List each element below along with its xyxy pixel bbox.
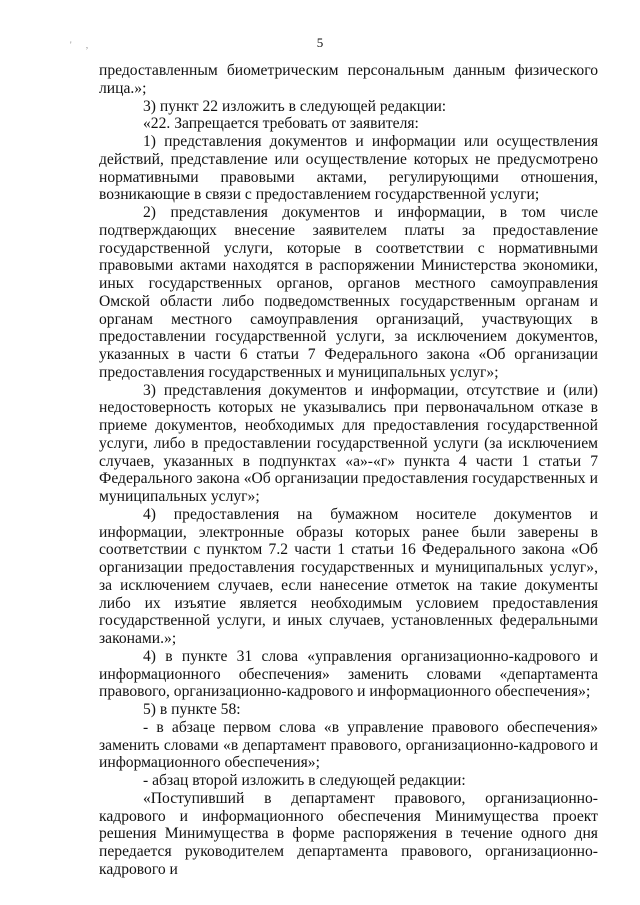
paragraph-subclause-2: 2) представления документов и информации, в том числе подтверждающих внесение заявителем платы за предоставление государственной услуги, которые в соответствии с нормативными правовыми актами находятся в распоряжении Министерства экономики, иных государственных органов, органов местного самоуправления Омской области либо подведомственных государственным органам и органам местного самоуправления организаций, участвующих в предоставлении государственной услуги, за исключением документов, указанных в части 6 статьи 7 Федерального закона «Об организации предоставления государственных и муниципальных услуг»; bbox=[99, 204, 598, 381]
paragraph-new-wording: «Поступивший в департамент правового, организационно-кадрового и информационного обеспечения Минимущества проект решения Минимущества в форме распоряжения в течение одного дня передается руководителем департамента правового, организационно-кадрового и bbox=[99, 789, 598, 878]
paragraph-subclause-4: 4) предоставления на бумажном носителе документов и информации, электронные образы которых ранее были заверены в соответствии с пунктом 7.2 части 1 статьи 16 Федерального закона «Об организации предоставления государственных и муниципальных услуг», за исключением случаев, если нанесение отметок на такие документы либо их изъятие является необходимым условием предоставления государственной услуги, и иных случаев, установленных федеральными законами.»; bbox=[99, 505, 598, 647]
paragraph-continuation: предоставленным биометрическим персональным данным физического лица.»; bbox=[99, 62, 598, 97]
binding-margin-marks: ' , bbox=[70, 40, 95, 50]
document-body bbox=[99, 62, 598, 879]
paragraph-subclause-3: 3) представления документов и информации, отсутствие и (или) недостоверность которых не указывались при первоначальном отказе в приеме документов, необходимых для предоставления государственной услуги, либо в предоставлении государственной услуги (за исключением случаев, указанных в подпунктах «а»-«г» пункта 4 части 1 статьи 7 Федерального закона «Об организации предоставления государственных и муниципальных услуг»; bbox=[99, 381, 598, 505]
page-number: 5 bbox=[316, 35, 324, 50]
paragraph-item-3-intro: 3) пункт 22 изложить в следующей редакции: bbox=[143, 97, 447, 115]
paragraph-first-indent-change: - в абзаце первом слова «в управление правового обеспечения» заменить словами «в департамент правового, организационно-кадрового и информационного обеспечения»; bbox=[99, 718, 598, 772]
paragraph-subclause-1: 1) представления документов и информации или осуществления действий, представление или осуществление которых не предусмотрено нормативными правовыми актами, регулирующими отношения, возникающие в связи с предоставлением государственной услуги; bbox=[99, 133, 598, 204]
paragraph-item-5-clause-58: 5) в пункте 58: bbox=[143, 701, 241, 718]
paragraph-second-indent-intro: - абзац второй изложить в следующей редакции: bbox=[143, 772, 466, 789]
paragraph-item-4-clause-31: 4) в пункте 31 слова «управления организационно-кадрового и информационного обеспечения» заменить словами «департамента правового, организационно-кадрового и информационного обеспечения»; bbox=[99, 647, 598, 701]
paragraph-clause-22-heading: «22. Запрещается требовать от заявителя: bbox=[143, 115, 419, 133]
